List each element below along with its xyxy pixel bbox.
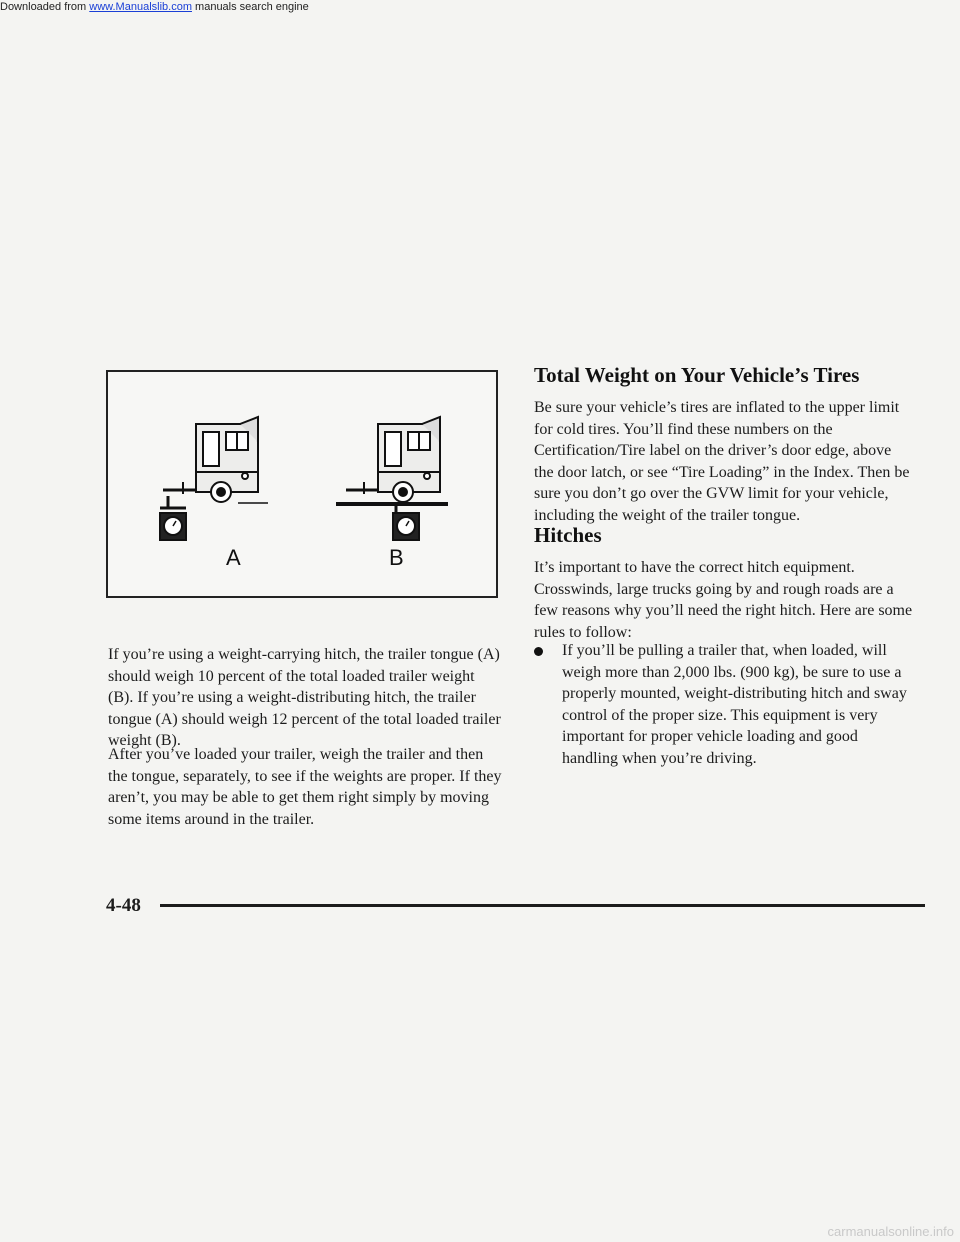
hitches-paragraph: [534, 557, 914, 643]
manualslib-link[interactable]: www.Manualslib.com: [89, 1, 192, 13]
trailer-a-illustration: [160, 417, 268, 540]
figure-label-a: A: [226, 545, 241, 570]
trailer-b-illustration: [336, 417, 448, 540]
page-number: 4-48: [106, 895, 141, 916]
tongue-weight-text: If you’re using a weight-carrying hitch, the trailer tongue (A) should weigh 10 percent of the total loaded trailer weight (B). If you’re using a weight-distributing hitch, the trailer tongue (A) should weigh 12 percent of the total loaded trailer weight (B).: [108, 646, 501, 749]
hitch-rule-text: If you’ll be pulling a trailer that, when loaded, will weigh more than 2,000 lbs. (900 kg), be sure to use a properly mounted, weight-distributing hitch and sway control of the proper size. This equipment is very important for proper vehicle loading and good handling when you’re driving.: [562, 642, 907, 767]
total-weight-text: Be sure your vehicle’s tires are inflated to the upper limit for cold tires. You’ll find these numbers on the Certification/Tire label on the driver’s door edge, above the door latch, or see “Tire Loading” in the Index. Then be sure you don’t go over the GVW limit for your vehicle, including the weight of the trailer tongue.: [534, 399, 910, 524]
weighing-advice-paragraph: [108, 744, 503, 830]
trailer-weighing-figure: [106, 370, 498, 598]
trailer-illustration: [108, 372, 496, 596]
bullet-icon: [534, 647, 543, 656]
download-suffix: manuals search engine: [191, 1, 309, 13]
download-source-bar: [0, 0, 960, 14]
hitches-heading: Hitches: [534, 523, 602, 547]
weighing-advice-text: After you’ve loaded your trailer, weigh the trailer and then the tongue, separately, to see if the weights are proper. If they aren’t, you may be able to get them right simply by moving some items around in the trailer.: [108, 746, 502, 828]
total-weight-paragraph: [534, 397, 914, 526]
download-prefix: Downloaded from: [0, 1, 90, 13]
tongue-weight-paragraph: [108, 644, 503, 752]
watermark: carmanualsonline.info: [827, 1224, 954, 1239]
figure-label-b: B: [389, 545, 404, 570]
footer-rule: [160, 904, 925, 907]
total-weight-heading: Total Weight on Your Vehicle’s Tires: [534, 363, 860, 387]
hitches-text: It’s important to have the correct hitch equipment. Crosswinds, large trucks going by and rough roads are a few reasons why you’ll need the right hitch. Here are some rules to follow:: [534, 559, 913, 641]
